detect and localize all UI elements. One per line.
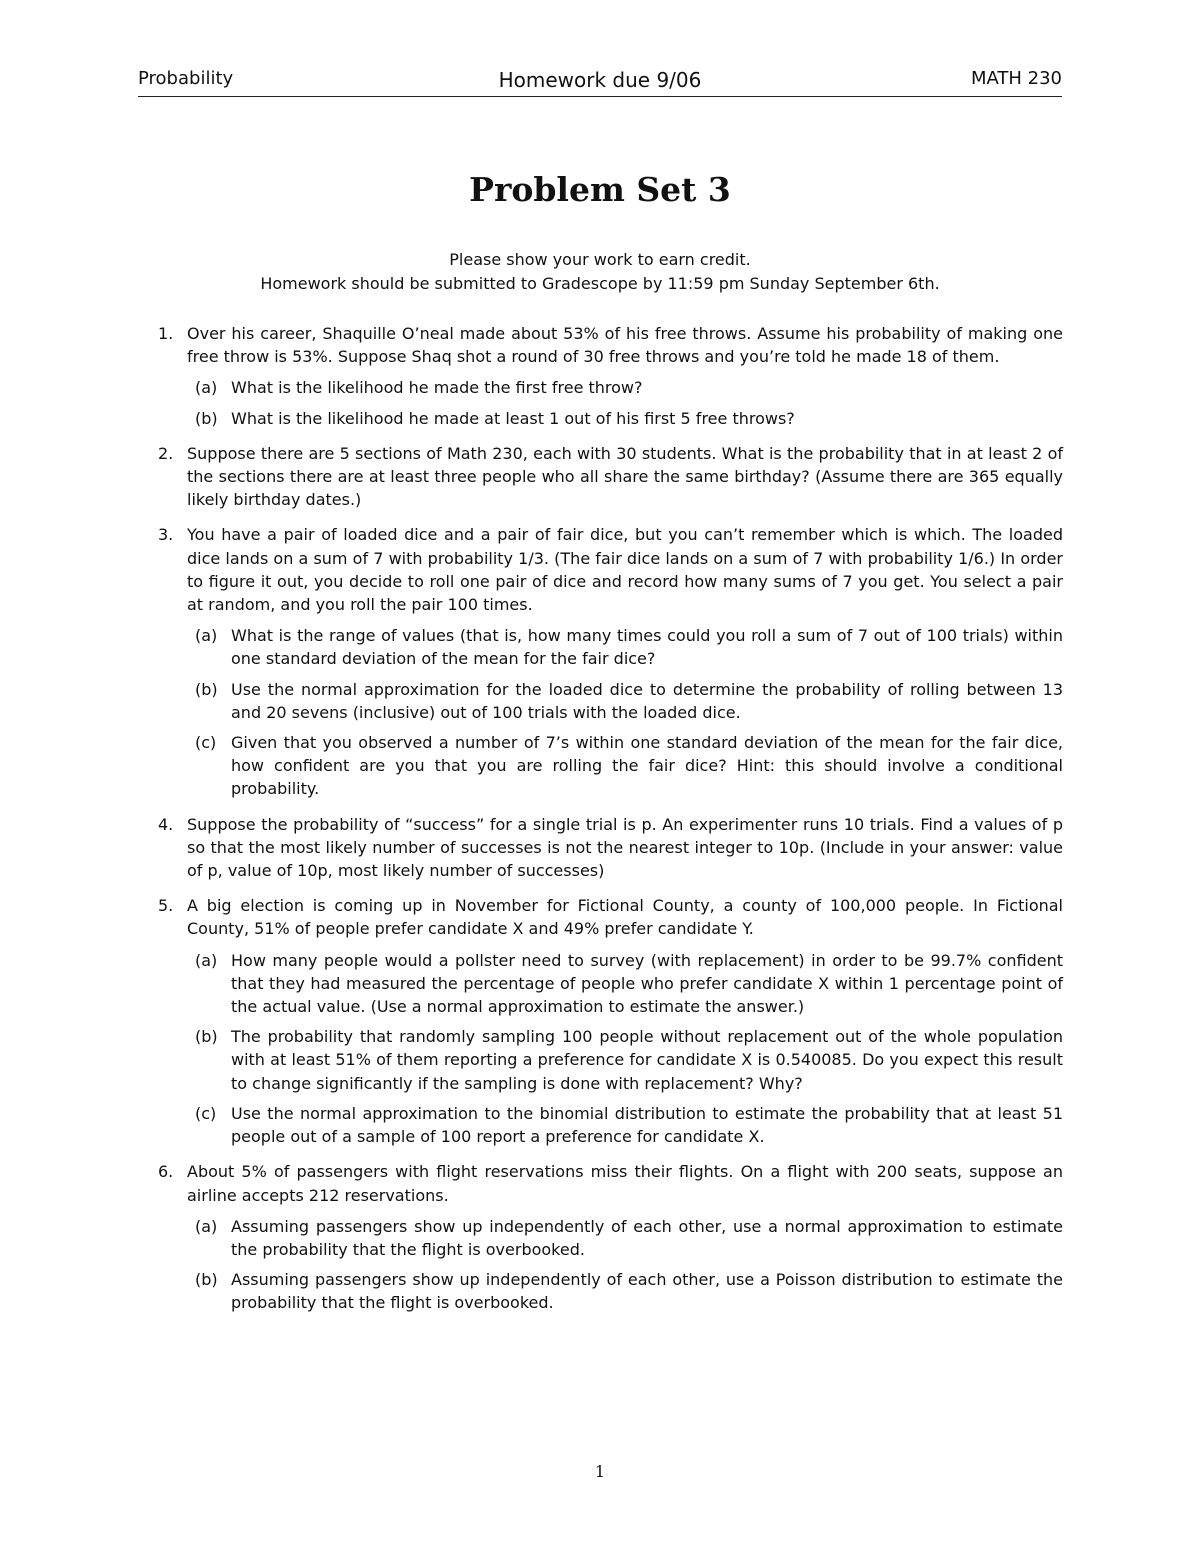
part-label: (b) bbox=[195, 1270, 218, 1290]
problem-text: About 5% of passengers with flight reservations miss their flights. On a flight with 200 seats, suppose an airline accepts 212 reservations. bbox=[187, 1162, 1063, 1205]
problem-part bbox=[187, 624, 1063, 670]
problem-part bbox=[187, 678, 1063, 724]
problem-item bbox=[158, 894, 1063, 1148]
problem-number: 2. bbox=[158, 443, 174, 463]
running-header bbox=[138, 68, 1062, 97]
part-text: Assuming passengers show up independently of each other, use a Poisson distribution to estimate the probability that the flight is overbooked. bbox=[231, 1270, 1063, 1313]
part-text: What is the likelihood he made at least 1 out of his first 5 free throws? bbox=[231, 408, 795, 428]
part-label: (a) bbox=[195, 1216, 218, 1236]
part-text: The probability that randomly sampling 100 people without replacement out of the whole population with at least 51% of them reporting a preference for candidate X is 0.540085. Do you expect this result to change significantly if the sampling is done with replacement? Why? bbox=[231, 1027, 1063, 1093]
problem-part bbox=[187, 407, 1063, 430]
part-text: Use the normal approximation for the loaded dice to determine the probability of rolling between 13 and 20 sevens (inclusive) out of 100 trials with the loaded dice. bbox=[231, 679, 1063, 722]
problem-parts bbox=[187, 376, 1063, 429]
part-label: (a) bbox=[195, 950, 218, 970]
part-text: Given that you observed a number of 7’s within one standard deviation of the mean for the fair dice, how confident are you that you are rolling the fair dice? Hint: this should involve a conditional probability. bbox=[231, 733, 1063, 799]
problem-part bbox=[187, 1025, 1063, 1095]
problem-number: 3. bbox=[158, 525, 174, 545]
part-text: What is the range of values (that is, how many times could you roll a sum of 7 out of 100 trials) within one standard deviation of the mean for the fair dice? bbox=[231, 626, 1063, 669]
part-text: How many people would a pollster need to survey (with replacement) in order to be 99.7% confident that they had measured the percentage of people who prefer candidate X within 1 percentage point of the actual value. (Use a normal approximation to estimate the answer.) bbox=[231, 950, 1063, 1017]
problem-item bbox=[158, 523, 1063, 800]
problem-list bbox=[158, 322, 1063, 1327]
header-due-date: Homework due 9/06 bbox=[498, 68, 702, 92]
problem-part bbox=[187, 949, 1063, 1019]
problem-text: Over his career, Shaquille O’neal made about 53% of his free throws. Assume his probability of making one free throw is 53%. Suppose Shaq shot a round of 30 free throws and you’re told he made 18 of them. bbox=[187, 324, 1063, 367]
problem-text: Suppose there are 5 sections of Math 230, each with 30 students. What is the probability that in at least 2 of the sections there are at least three people who all share the same birthday? (Assume there are 365 equally likely birthday dates.) bbox=[187, 443, 1063, 510]
header-course-topic: Probability bbox=[138, 68, 234, 89]
problem-number: 1. bbox=[158, 324, 174, 343]
problem-item bbox=[158, 442, 1063, 512]
part-label: (a) bbox=[195, 626, 218, 646]
problem-part bbox=[187, 731, 1063, 801]
problem-parts bbox=[187, 949, 1063, 1149]
part-text: Use the normal approximation to the binomial distribution to estimate the probability that at least 51 people out of a sample of 100 report a preference for candidate X. bbox=[231, 1103, 1063, 1147]
part-label: (c) bbox=[195, 733, 217, 753]
part-label: (b) bbox=[195, 408, 218, 428]
part-text: What is the likelihood he made the first free throw? bbox=[231, 378, 643, 398]
problem-text: You have a pair of loaded dice and a pair of fair dice, but you can’t remember which is which. The loaded dice lands on a sum of 7 with probability 1/3. (The fair dice lands on a sum of 7 with probability 1/6.) In order to figure it out, you decide to roll one pair of dice and record how many sums of 7 you get. You select a pair at random, and you roll the pair 100 times. bbox=[187, 525, 1063, 615]
problem-part bbox=[187, 1268, 1063, 1314]
header-course-code: MATH 230 bbox=[970, 68, 1062, 89]
part-label: (b) bbox=[195, 1027, 218, 1047]
problem-number: 4. bbox=[158, 814, 174, 834]
problem-number: 6. bbox=[158, 1162, 174, 1182]
page-title: Problem Set 3 bbox=[469, 170, 731, 209]
problem-part bbox=[187, 1215, 1063, 1261]
problem-part bbox=[187, 376, 1063, 399]
problem-text: Suppose the probability of “success” for a single trial is p. An experimenter runs 10 trials. Find a values of p so that the most likely number of successes is not the nearest integer to 10p. (Include in your answer: value of p, value of 10p, most likely number of successes) bbox=[187, 814, 1063, 881]
problem-item bbox=[158, 813, 1063, 883]
part-label: (b) bbox=[195, 679, 218, 699]
problem-item bbox=[158, 322, 1063, 430]
part-text: Assuming passengers show up independently of each other, use a normal approximation to estimate the probability that the flight is overbooked. bbox=[231, 1216, 1063, 1259]
problem-number: 5. bbox=[158, 896, 174, 916]
part-label: (a) bbox=[195, 378, 218, 398]
problem-parts bbox=[187, 1215, 1063, 1315]
page-number: 1 bbox=[594, 1462, 606, 1481]
instructions-line: Please show your work to earn credit. bbox=[449, 250, 751, 269]
problem-parts bbox=[187, 624, 1063, 800]
part-label: (c) bbox=[195, 1103, 217, 1123]
problem-part bbox=[187, 1102, 1063, 1148]
problem-text: A big election is coming up in November for Fictional County, a county of 100,000 people. In Fictional County, 51% of people prefer candidate X and 49% prefer candidate Y. bbox=[187, 896, 1063, 939]
problem-item bbox=[158, 1160, 1063, 1314]
submission-line: Homework should be submitted to Gradescope by 11:59 pm Sunday September 6th. bbox=[260, 274, 940, 293]
